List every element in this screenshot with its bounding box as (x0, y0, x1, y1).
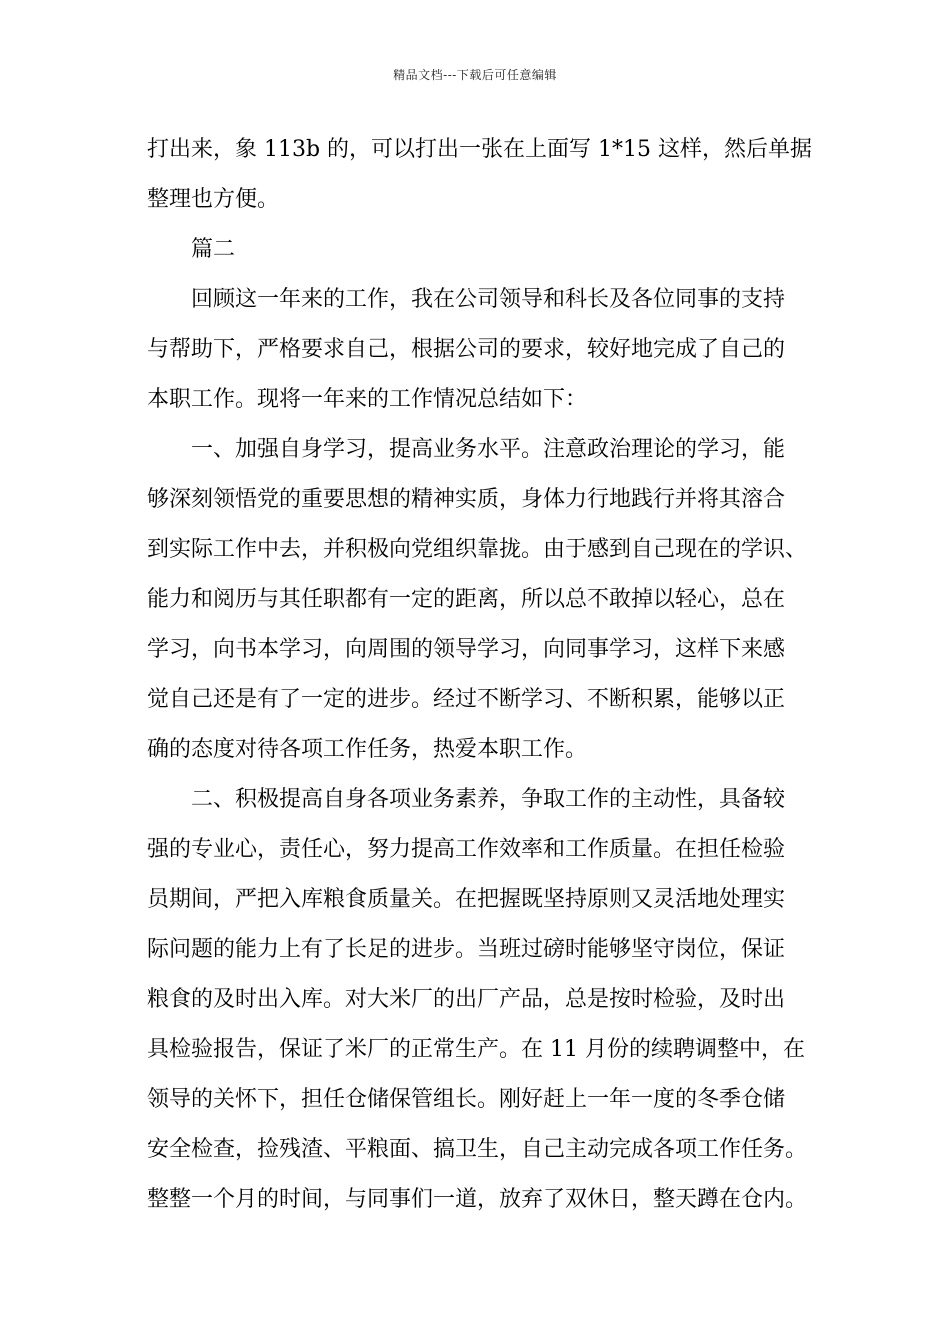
text-line: 具检验报告，保证了米厂的正常生产。在 11 月份的续聘调整中，在 (147, 1037, 805, 1062)
text-line: 学习，向书本学习，向周围的领导学习，向同事学习，这样下来感 (147, 637, 786, 662)
text-line: 一、加强自身学习，提高业务水平。注意政治理论的学习，能 (147, 437, 786, 462)
text-line: 觉自己还是有了一定的进步。经过不断学习、不断积累，能够以正 (147, 687, 786, 712)
text-line: 强的专业心，责任心，努力提高工作效率和工作质量。在担任检验 (147, 837, 786, 862)
text-line: 能力和阅历与其任职都有一定的距离，所以总不敢掉以轻心，总在 (147, 587, 786, 612)
text-line: 领导的关怀下，担任仓储保管组长。刚好赶上一年一度的冬季仓储 (147, 1087, 786, 1112)
text-line: 员期间，严把入库粮食质量关。在把握既坚持原则又灵活地处理实 (147, 887, 786, 912)
text-line: 整整一个月的时间，与同事们一道，放弃了双休日，整天蹲在仓内。 (147, 1187, 808, 1212)
text-line: 与帮助下，严格要求自己，根据公司的要求，较好地完成了自己的 (147, 337, 786, 362)
page-header: 精品文档---下载后可任意编辑 (393, 68, 557, 82)
section-heading: 篇二 (147, 237, 236, 262)
text-line: 本职工作。现将一年来的工作情况总结如下： (147, 387, 588, 412)
text-line: 够深刻领悟党的重要思想的精神实质，身体力行地践行并将其溶合 (147, 487, 786, 512)
text-line: 回顾这一年来的工作，我在公司领导和科长及各位同事的支持 (147, 287, 786, 312)
text-line: 整理也方便。 (147, 187, 280, 212)
text-line: 二、积极提高自身各项业务素养，争取工作的主动性，具备较 (147, 787, 786, 812)
text-line: 粮食的及时出入库。对大米厂的出厂产品，总是按时检验，及时出 (147, 987, 786, 1012)
text-line: 打出来，象 113b 的，可以打出一张在上面写 1*15 这样，然后单据 (147, 137, 813, 162)
text-line: 际问题的能力上有了长足的进步。当班过磅时能够坚守岗位，保证 (147, 937, 786, 962)
text-line: 到实际工作中去，并积极向党组织靠拢。由于感到自己现在的学识、 (147, 537, 808, 562)
text-line: 确的态度对待各项工作任务，热爱本职工作。 (147, 737, 588, 762)
text-line: 安全检查，捡残渣、平粮面、搞卫生，自己主动完成各项工作任务。 (147, 1137, 808, 1162)
